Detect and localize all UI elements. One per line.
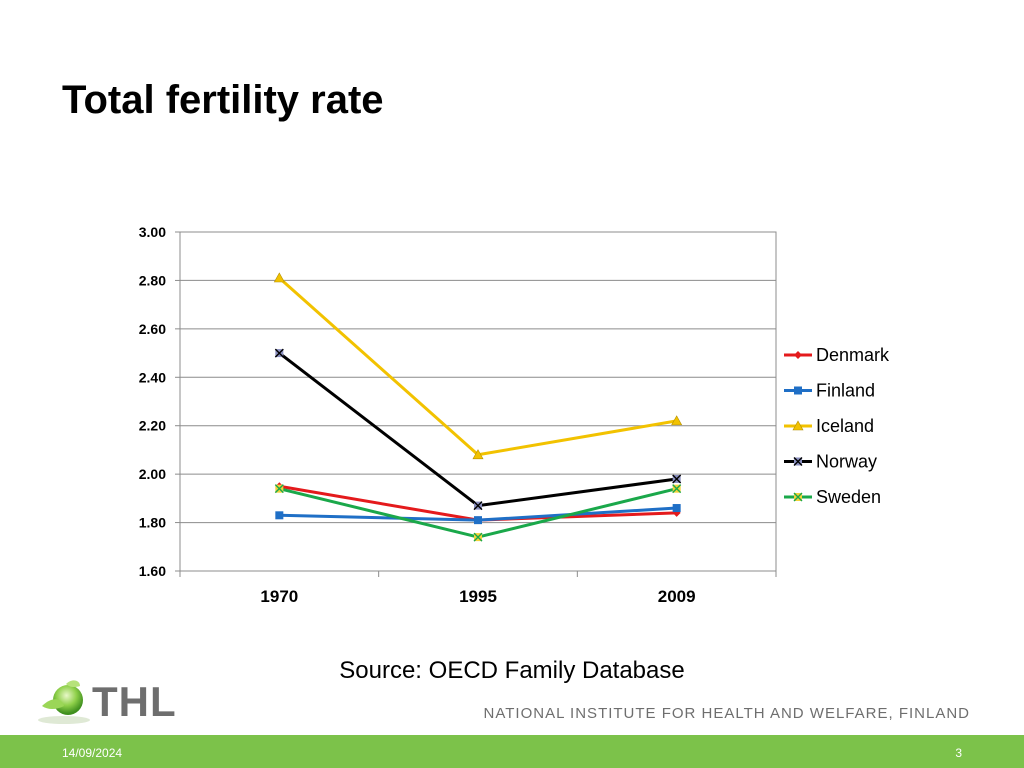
slide-title: Total fertility rate <box>62 78 384 122</box>
y-tick-label: 2.00 <box>138 466 166 483</box>
y-tick-label: 3.00 <box>138 224 166 240</box>
legend-marker <box>794 351 802 359</box>
data-point-sweden <box>275 485 283 493</box>
legend-marker <box>794 387 802 395</box>
legend-marker <box>794 493 802 501</box>
legend-label: Finland <box>816 380 876 401</box>
page-number: 3 <box>955 746 962 760</box>
y-tick-label: 2.20 <box>138 417 166 434</box>
data-point-sweden <box>673 485 681 493</box>
footer-bar <box>0 735 1024 768</box>
x-tick-label: 1995 <box>459 587 497 606</box>
data-point-finland <box>275 511 283 519</box>
legend-label: Denmark <box>816 345 890 365</box>
source-note: Source: OECD Family Database <box>339 657 685 684</box>
data-point-norway <box>474 502 482 510</box>
legend-marker <box>794 458 802 466</box>
data-point-sweden <box>474 533 482 541</box>
data-point-norway <box>275 349 283 357</box>
legend <box>784 345 890 507</box>
data-point-finland <box>673 504 681 512</box>
y-tick-label: 1.80 <box>138 514 166 531</box>
y-tick-label: 2.80 <box>138 272 166 289</box>
y-tick-label: 2.60 <box>138 320 166 337</box>
x-tick-label: 1970 <box>260 587 299 606</box>
y-tick-label: 2.40 <box>138 369 166 386</box>
institute-name: NATIONAL INSTITUTE FOR HEALTH AND WELFARE, FINLAND <box>483 705 970 722</box>
x-tick-label: 2009 <box>657 587 696 606</box>
data-point-finland <box>474 516 482 524</box>
legend-label: Sweden <box>816 487 882 507</box>
data-point-norway <box>673 475 681 483</box>
footer-date: 14/09/2024 <box>62 746 123 760</box>
thl-logo <box>34 676 194 726</box>
globe-leaf-icon <box>34 676 94 726</box>
legend-label: Norway <box>816 451 878 472</box>
y-tick-label: 1.60 <box>138 563 166 579</box>
legend-label: Iceland <box>816 416 875 436</box>
logo-text: THL <box>92 678 177 725</box>
